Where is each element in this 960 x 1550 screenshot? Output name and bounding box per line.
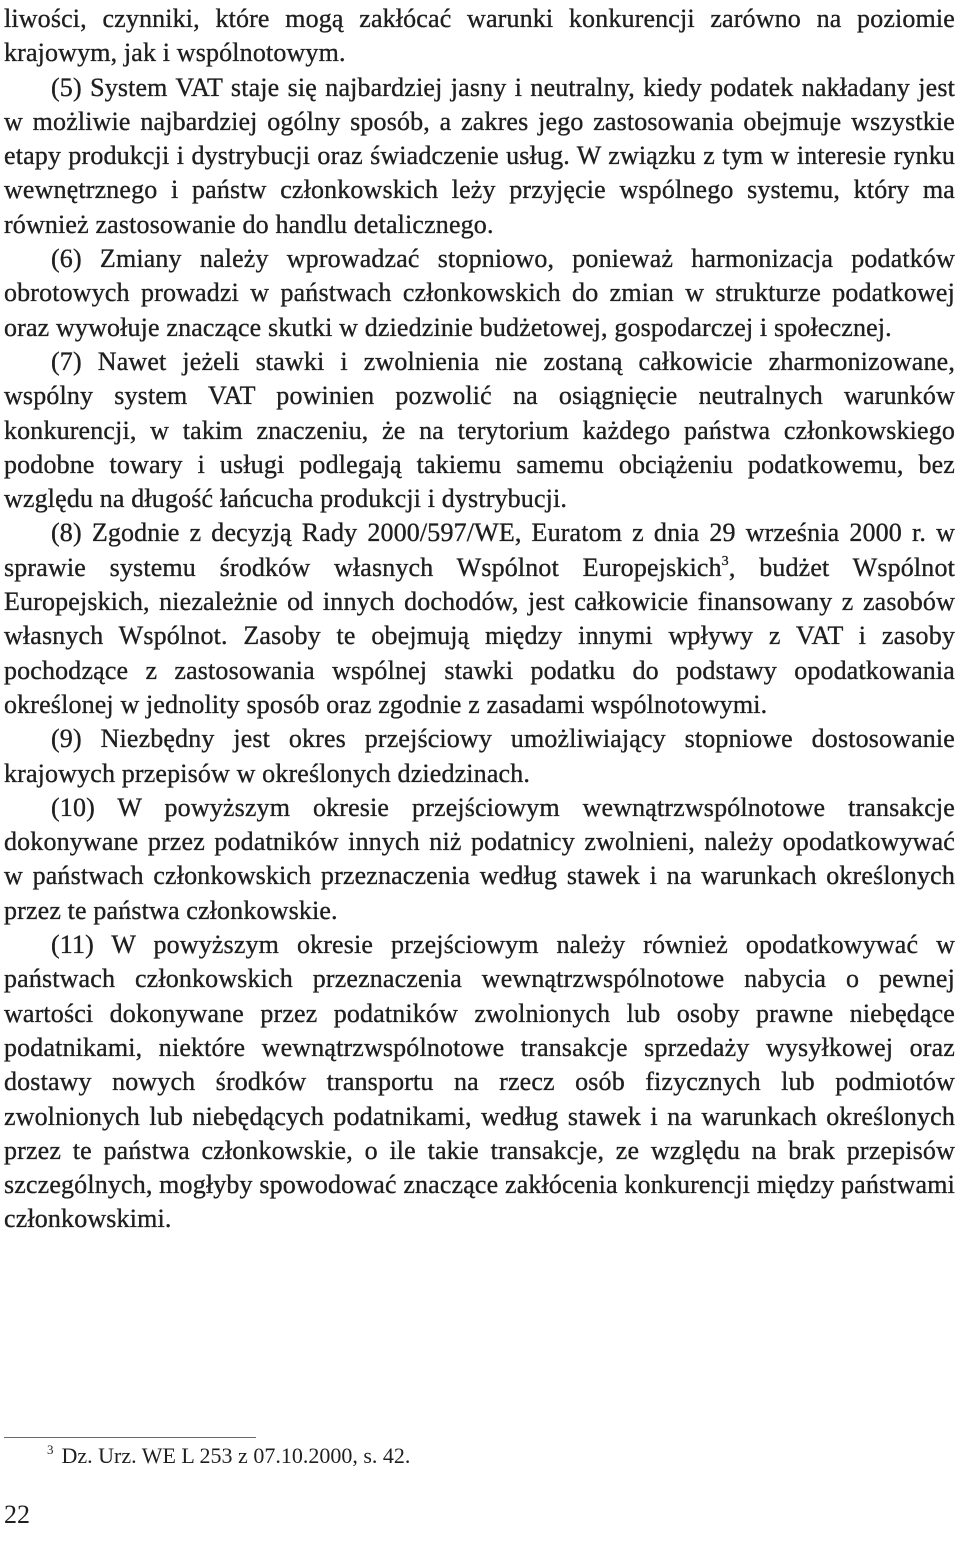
paragraph-8-text-after-ref: , budżet Wspólnot Europejskich, niezależnie od innych dochodów, jest całkowicie finansowany z zasobów własnych Wspólnot. Zasoby te obejmują między innymi wpływy z VAT i zasoby pochodzące z zastosowania wspólnej stawki podatku do podstawy opodatkowania określonej w jednolity sposób oraz zgodnie z zasadami wspólnotowymi. (4, 552, 955, 719)
paragraph-7: (7) Nawet jeżeli stawki i zwolnienia nie zostaną całkowicie zharmonizowane, wspólny system VAT powinien pozwolić na osiągnięcie neutralnych warunków konkurencji, w takim znaczeniu, że na terytorium każdego państwa członkowskiego podobne towary i usługi podlegają takiemu samemu obciążeniu podatkowemu, bez względu na długość łańcucha produkcji i dystrybucji. (4, 346, 955, 514)
footnote-separator (4, 1437, 256, 1438)
paragraph-9: (9) Niezbędny jest okres przejściowy umożliwiający stopniowe dostosowanie krajowych przepisów w określonych dziedzinach. (4, 724, 955, 788)
footnote-marker: 3 (47, 1442, 54, 1457)
paragraph-8-text-before-ref: (8) Zgodnie z decyzją Rady 2000/597/WE, Euratom z dnia 29 września 2000 r. w sprawie systemu środków własnych Wspólnot Europejskich (4, 518, 955, 582)
paragraph-11: (11) W powyższym okresie przejściowym należy również opodatkowywać w państwach członkowskich przeznaczenia wewnątrzwspólnotowe nabycia o pewnej wartości dokonywane przez podatników zwolnionych lub osoby prawne niebędące podatnikami, niektóre wewnątrzwspólnotowe transakcje sprzedaży wysyłkowej oraz dostawy nowych środków transportu na rzecz osób fizycznych lub podmiotów zwolnionych lub niebędących podatnikami, według stawek i na warunkach określonych przez te państwa członkowskie, o ile takie transakcje, ze względu na brak przepisów szczególnych, mogłyby spowodować znaczące zakłócenia konkurencji między państwami członkowskimi. (4, 930, 955, 1234)
footnote-reference[interactable]: 3 (721, 553, 729, 569)
paragraph-10: (10) W powyższym okresie przejściowym wewnątrzwspólnotowe transakcje dokonywane przez podatników innych niż podatnicy zwolnieni, należy opodatkowywać w państwach członkowskich przeznaczenia według stawek i na warunkach określonych przez te państwa członkowskie. (4, 792, 955, 925)
footnote (47, 1441, 907, 1471)
page-number: 22 (4, 1500, 30, 1529)
footnote-text: Dz. Urz. WE L 253 z 07.10.2000, s. 42. (61, 1443, 411, 1468)
paragraph-5: (5) System VAT staje się najbardziej jasny i neutralny, kiedy podatek nakładany jest w możliwie najbardziej ogólny sposób, a zakres jego zastosowania obejmuje wszystkie etapy produkcji i dystrybucji oraz świadczenie usług. W związku z tym w interesie rynku wewnętrznego i państw członkowskich leży przyjęcie wspólnego systemu, który ma również zastosowanie do handlu detalicznego. (4, 72, 955, 239)
paragraph-8 (4, 516, 955, 722)
paragraph-6: (6) Zmiany należy wprowadzać stopniowo, ponieważ harmonizacja podatków obrotowych prowadzi w państwach członkowskich do zmian w strukturze podatkowej oraz wywołuje znaczące skutki w dziedzinie budżetowej, gospodarczej i społecznej. (4, 244, 955, 342)
paragraph-continuation: liwości, czynniki, które mogą zakłócać warunki konkurencji zarówno na poziomie krajowym, jak i wspólnotowym. (4, 4, 955, 68)
body-text (4, 2, 955, 1237)
